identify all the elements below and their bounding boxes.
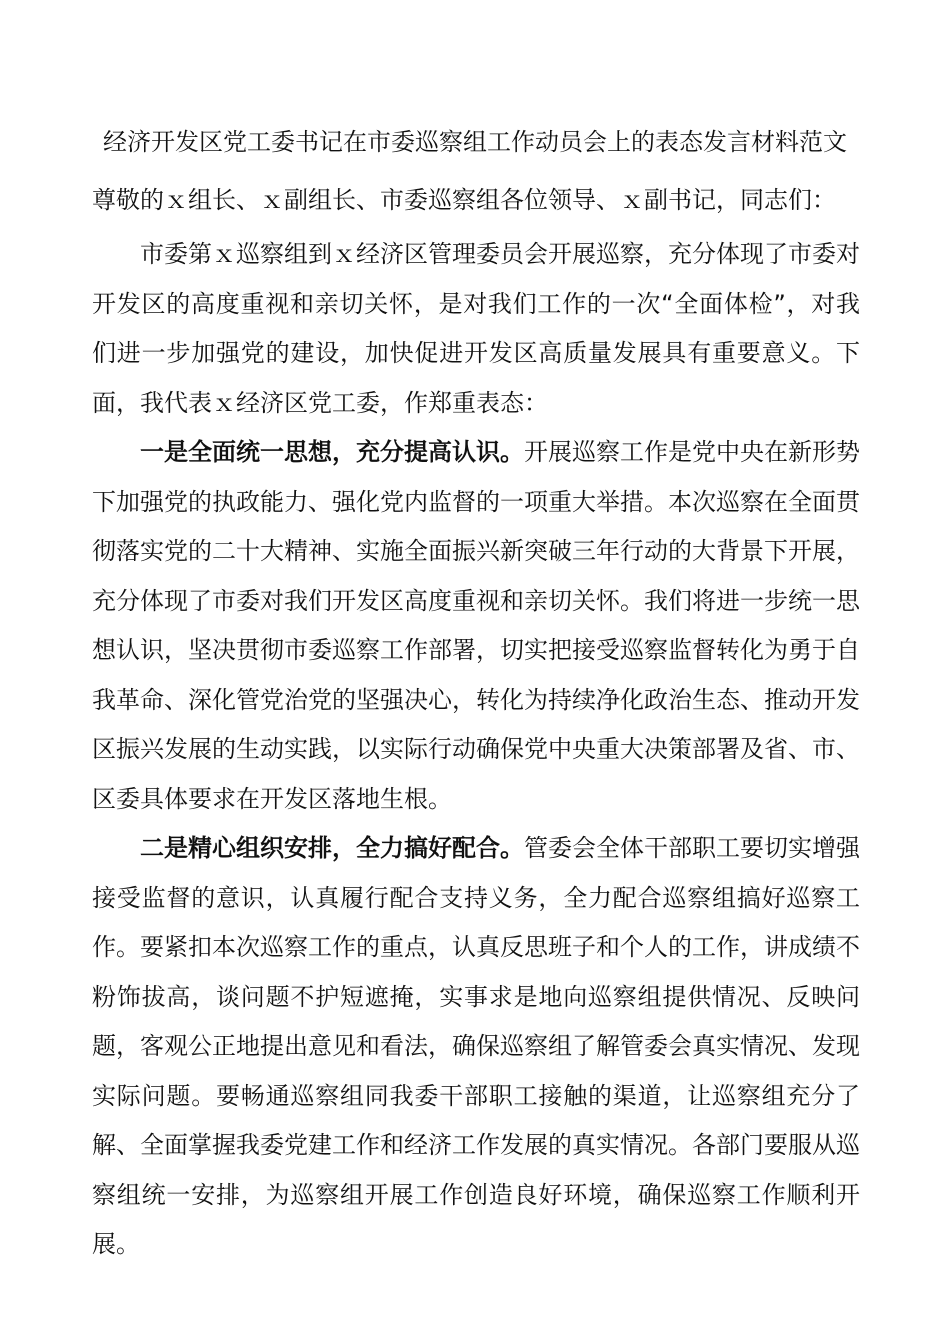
document-title: 经济开发区党工委书记在市委巡察组工作动员会上的表态发言材料范文 bbox=[103, 128, 847, 156]
paragraph-lead: 一是全面统一思想，充分提高认识。 bbox=[140, 438, 524, 466]
paragraph-3 bbox=[92, 824, 860, 1270]
paragraph-1 bbox=[92, 230, 860, 428]
salutation: 尊敬的ｘ组长、ｘ副组长、市委巡察组各位领导、ｘ副书记，同志们： bbox=[92, 186, 836, 214]
paragraph-text: 开展巡察工作是党中央在新形势下加强党的执政能力、强化党内监督的一项重大举措。本次巡察在全面贯彻落实党的二十大精神、实施全面振兴新突破三年行动的大背景下开展，充分体现了市委对我们开发区高度重视和亲切关怀。我们将进一步统一思想认识，坚决贯彻市委巡察工作部署，切实把接受巡察监督转化为勇于自我革命、深化管党治党的坚强决心，转化为持续净化政治生态、推动开发区振兴发展的生动实践，以实际行动确保党中央重大决策部署及省、市、区委具体要求在开发区落地生根。 bbox=[92, 438, 860, 813]
document-body bbox=[92, 230, 860, 1270]
paragraph-text: 管委会全体干部职工要切实增强接受监督的意识，认真履行配合支持义务，全力配合巡察组搞好巡察工作。要紧扣本次巡察工作的重点，认真反思班子和个人的工作，讲成绩不粉饰拔高，谈问题不护短遮掩，实事求是地向巡察组提供情况、反映问题，客观公正地提出意见和看法，确保巡察组了解管委会真实情况、发现实际问题。要畅通巡察组同我委干部职工接触的渠道，让巡察组充分了解、全面掌握我委党建工作和经济工作发展的真实情况。各部门要服从巡察组统一安排，为巡察组开展工作创造良好环境，确保巡察工作顺利开展。 bbox=[92, 834, 860, 1258]
paragraph-2 bbox=[92, 428, 860, 824]
paragraph-lead: 二是精心组织安排，全力搞好配合。 bbox=[140, 834, 524, 862]
paragraph-text: 市委第ｘ巡察组到ｘ经济区管理委员会开展巡察，充分体现了市委对开发区的高度重视和亲切关怀，是对我们工作的一次“全面体检”，对我们进一步加强党的建设，加快促进开发区高质量发展具有重要意义。下面，我代表ｘ经济区党工委，作郑重表态： bbox=[92, 240, 860, 417]
